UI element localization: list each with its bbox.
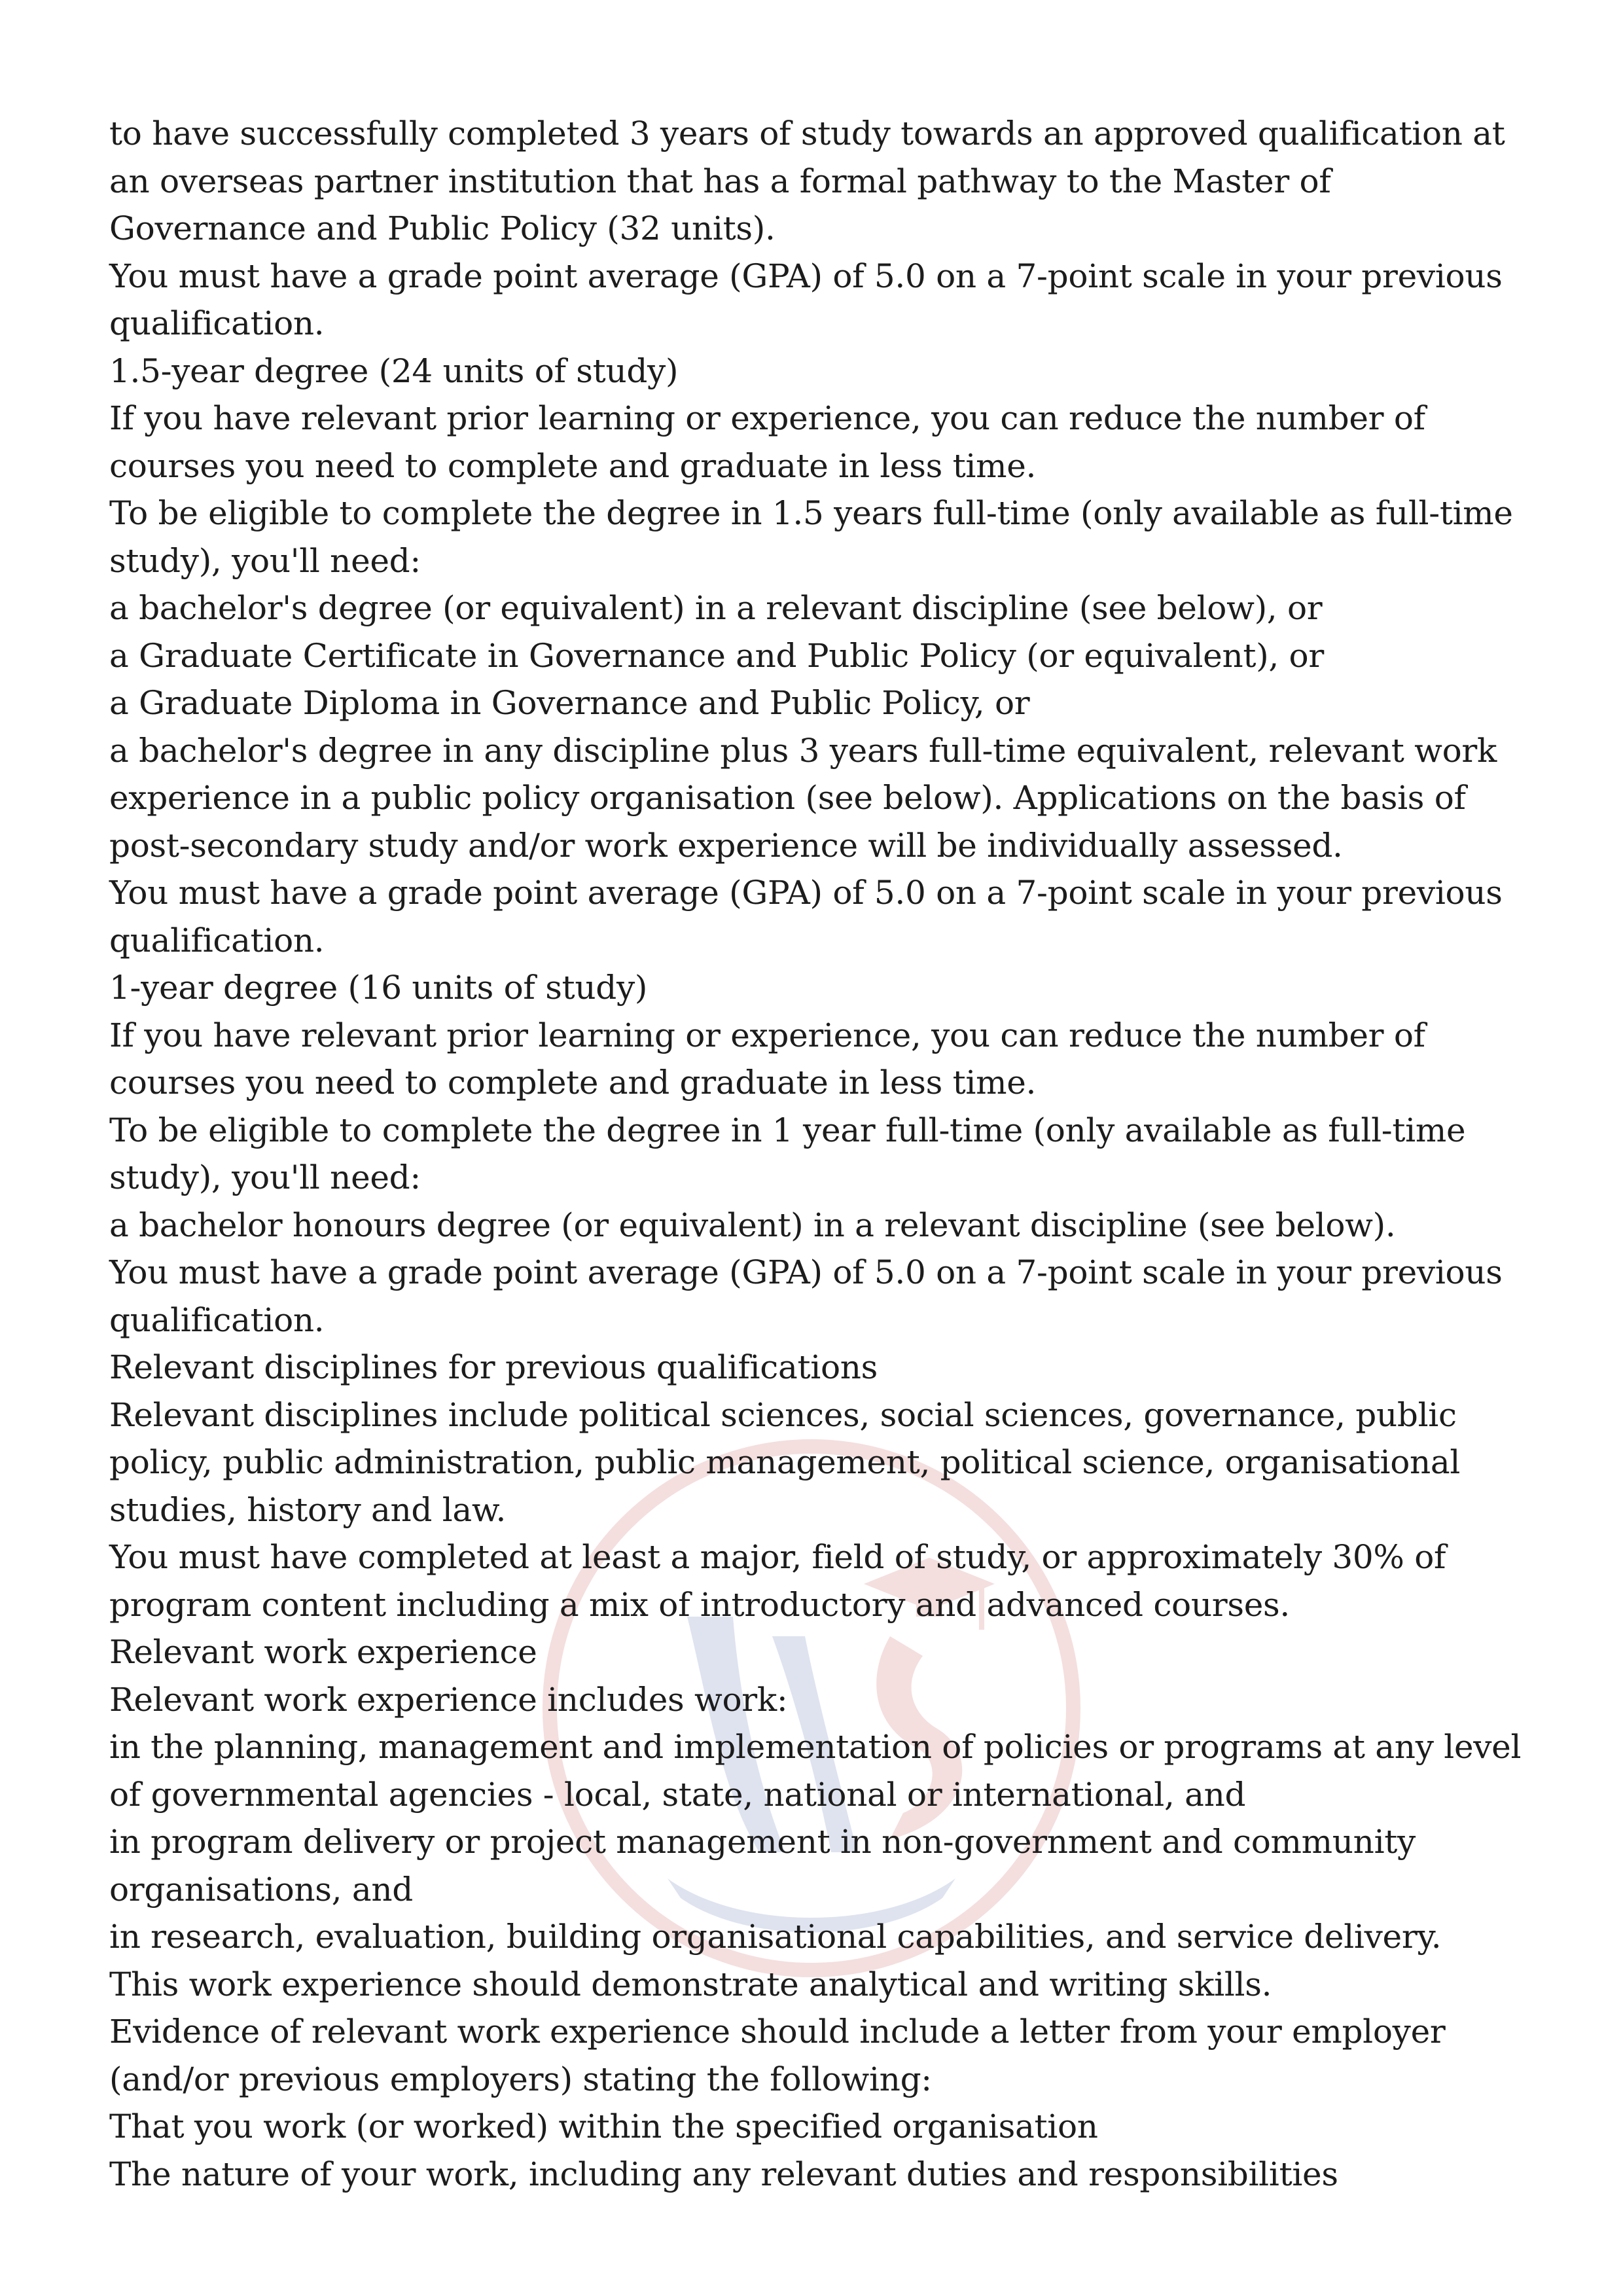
document-text [109, 110, 1536, 2198]
paragraph: If you have relevant prior learning or experience, you can reduce the number of courses you need to complete and graduate in less time. [109, 1016, 1425, 1102]
paragraph: If you have relevant prior learning or experience, you can reduce the number of courses you need to complete and graduate in less time. [109, 399, 1425, 485]
list-item: That you work (or worked) within the specified organisation [109, 2108, 1098, 2145]
list-item: a bachelor honours degree (or equivalent) in a relevant discipline (see below). [109, 1206, 1396, 1244]
section-heading: 1-year degree (16 units of study) [109, 969, 648, 1007]
list-item: a bachelor's degree in any discipline plus 3 years full-time equivalent, relevant work experience in a public policy organisation (see below). Applications on the basis of post-secondary study and/or work experience will be individually assessed. [109, 731, 1497, 865]
paragraph: Relevant disciplines include political sciences, social sciences, governance, public policy, public administration, public management, political science, organisational studies, history and law. [109, 1395, 1461, 1529]
list-item: The nature of your work, including any relevant duties and responsibilities [109, 2155, 1338, 2193]
paragraph: Evidence of relevant work experience should include a letter from your employer (and/or previous employers) stating the following: [109, 2013, 1446, 2098]
paragraph: You must have a grade point average (GPA) of 5.0 on a 7-point scale in your previous qualification. [109, 1253, 1503, 1339]
list-item: in research, evaluation, building organisational capabilities, and service delivery. [109, 1918, 1442, 1956]
paragraph: To be eligible to complete the degree in 1 year full-time (only available as full-time study), you'll need: [109, 1111, 1466, 1196]
section-heading: 1.5-year degree (24 units of study) [109, 351, 679, 390]
list-item: a Graduate Diploma in Governance and Public Policy, or [109, 684, 1030, 722]
paragraph: This work experience should demonstrate analytical and writing skills. [109, 1965, 1272, 2003]
section-heading: Relevant disciplines for previous qualifications [109, 1348, 878, 1386]
paragraph: Relevant work experience includes work: [109, 1680, 788, 1719]
paragraph: You must have a grade point average (GPA) of 5.0 on a 7-point scale in your previous qualification. [109, 257, 1503, 342]
list-item: a bachelor's degree (or equivalent) in a relevant discipline (see below), or [109, 589, 1323, 627]
paragraph: You must have a grade point average (GPA) of 5.0 on a 7-point scale in your previous qualification. [109, 874, 1503, 960]
section-heading: Relevant work experience [109, 1633, 537, 1671]
list-item: in the planning, management and implementation of policies or programs at any level of governmental agencies - local, state, national or international, and [109, 1728, 1522, 1814]
paragraph: You must have completed at least a major, field of study, or approximately 30% of program content including a mix of introductory and advanced courses. [109, 1538, 1446, 1624]
list-item: a Graduate Certificate in Governance and Public Policy (or equivalent), or [109, 636, 1324, 675]
list-item: in program delivery or project management in non-government and community organisations, and [109, 1823, 1416, 1909]
paragraph: To be eligible to complete the degree in 1.5 years full-time (only available as full-time study), you'll need: [109, 494, 1513, 580]
paragraph: to have successfully completed 3 years of study towards an approved qualification at an overseas partner institution that has a formal pathway to the Master of Governance and Public Policy (32 units). [109, 115, 1505, 247]
